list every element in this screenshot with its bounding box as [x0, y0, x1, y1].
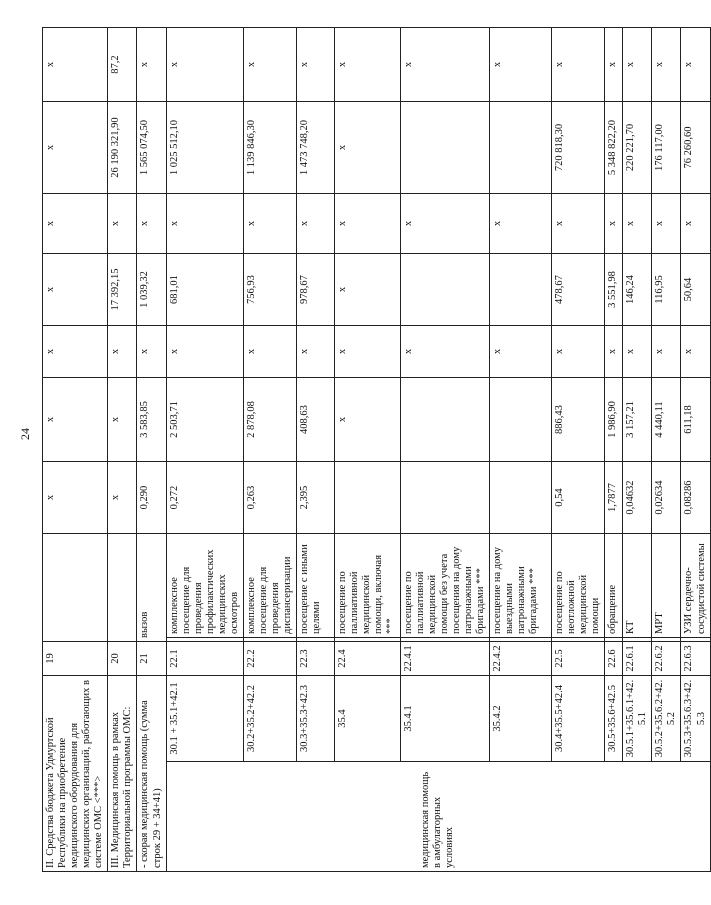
- row-name-cell: - скорая медицинская помощь (сумма строк 29 + 34+41): [137, 676, 166, 872]
- table-row: 30.3+35.3+42.3 22.3 посещение с иными целями 2,395 408,63 x 978,67 x 1 473 748,20 x: [297, 28, 335, 872]
- table-row: 30.2+35.2+42.2 22.2 комплексное посещение для проведения диспансеризации 0,263 2 878,08 x 756,93 x 1 139 846,30 x: [243, 28, 296, 872]
- table-row: 30.5.2+35.6.2+42.5.2 22.6.2 МРТ 0,02634 4 440,11 x 116,95 x 176 117,00 x: [652, 28, 681, 872]
- table-row: 30.5.3+35.6.3+42.5.3 22.6.3 УЗИ сердечно-сосудистой системы 0,08286 611,18 x 50,64 x 76 260,60 x: [681, 28, 710, 872]
- table-row: III. Медицинская помощь в рамках Территориальной программы ОМС: 20 x x x 17 392,15 x 26 190 321,90 87,2: [108, 28, 137, 872]
- table-row: 30.5+35.6+42.5 22.6 обращение 1,7877 1 986,90 x 3 551,98 x 5 348 822,20 x: [605, 28, 623, 872]
- row-name-cell: III. Медицинская помощь в рамках Территориальной программы ОМС:: [108, 676, 137, 872]
- table-row: 30.4+35.5+42.4 22.5 посещение по неотложной медицинской помощи 0,54 886,43 x 478,67 x 720 818,30 x: [551, 28, 604, 872]
- page-number: 24: [18, 428, 32, 440]
- table-row: 35.4 22.4 посещение по паллиативной медицинской помощи, включая *** x x x x x x: [335, 28, 400, 872]
- table-row: 35.4.1 22.4.1 посещение по паллиативной медицинской помощи без учета посещения на дому патронажными бригадами *** x x x: [400, 28, 489, 872]
- table-row: - скорая медицинская помощь (сумма строк 29 + 34+41) 21 вызов 0,290 3 583,85 x 1 039,32 x 1 565 074,50 x: [137, 28, 166, 872]
- table-row: II. Средства бюджета Удмуртской Республики на приобретение медицинского оборудования для медицинских организаций, работающих в системе ОМС <***> 19 x x x x x x x: [43, 28, 108, 872]
- table-row: медицинская помощь в амбулаторных условиях 30.1 + 35.1+42.1 22.1 комплексное посещение для проведения профилактических медицинских осмотров 0,272 2 503,71 x 681,01 x 1 025 512,10 x: [166, 28, 243, 872]
- table-row: 35.4.2 22.4.2 посещение на дому выездными патронажными бригадами *** x x x: [489, 28, 551, 872]
- financing-table: [42, 27, 711, 872]
- section-label-cell: медицинская помощь в амбулаторных условиях: [166, 762, 710, 872]
- table-row: 30.5.1+35.6.1+42.5.1 22.6.1 КТ 0,04632 3 157,21 x 146,24 x 220 221,70 x: [623, 28, 652, 872]
- rotated-table-area: [42, 32, 707, 872]
- row-name-cell: II. Средства бюджета Удмуртской Республики на приобретение медицинского оборудования для медицинских организаций, работающих в системе ОМС <***>: [43, 676, 108, 872]
- row-number-cell: 19: [43, 642, 108, 676]
